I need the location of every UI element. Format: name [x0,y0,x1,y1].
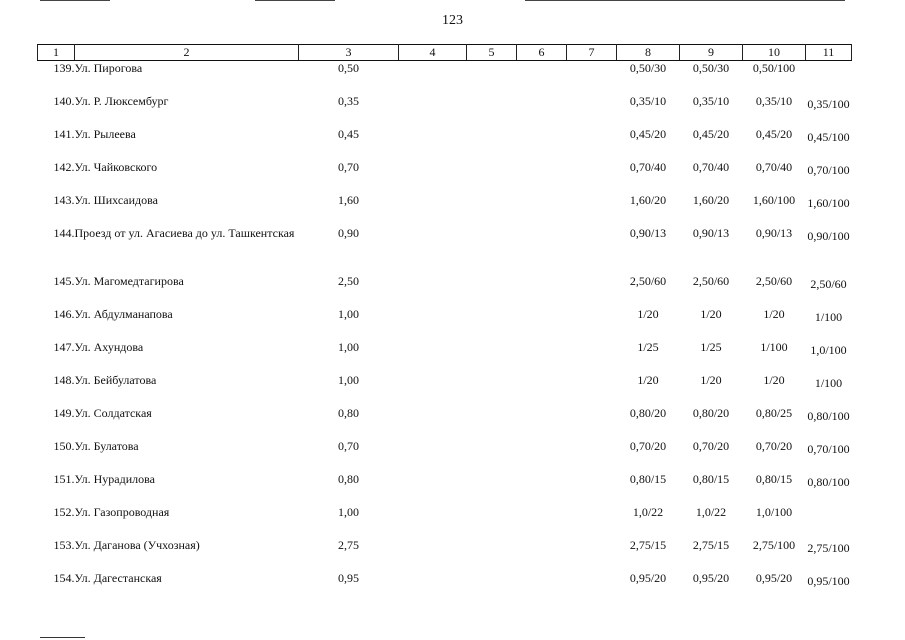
length-cell: 0,70 [338,160,359,174]
empty-cell [467,571,517,604]
empty-cell [517,538,567,571]
col-header: 10 [743,45,806,61]
street-name: Ул. Нурадилова [74,472,155,486]
empty-cell [517,439,567,472]
col9-cell: 0,80/15 [692,472,730,486]
table-header-row [38,45,852,61]
col9-cell: 1/25 [700,340,722,354]
street-name: Ул. Р. Люксембург [74,94,169,108]
col10-cell: 2,50/60 [755,274,793,288]
col10-cell: 0,80/25 [755,406,793,420]
row-number: 148. [53,373,75,387]
length-cell: 1,00 [338,307,359,321]
street-name: Ул. Даганова (Учхозная) [74,538,200,552]
col8-cell: 0,90/13 [629,226,667,240]
row-number: 154. [53,571,75,585]
col11-cell: 1/100 [814,376,843,390]
table-row [38,505,852,538]
row-number: 139. [53,61,75,75]
street-name: Ул. Булатова [74,439,139,453]
row-number: 144. [53,226,75,240]
length-cell: 1,00 [338,340,359,354]
empty-cell [467,226,517,274]
empty-cell [399,472,467,505]
table-row [38,571,852,604]
empty-cell [467,160,517,193]
col10-cell: 0,70/20 [755,439,793,453]
col11-cell: 0,90/100 [807,229,850,243]
empty-cell [517,505,567,538]
length-cell: 2,75 [338,538,359,552]
row-number: 140. [53,94,75,108]
col10-cell: 1/100 [760,340,788,354]
street-name: Проезд от ул. Агасиева до ул. Ташкентская [74,226,295,240]
col10-cell: 2,75/100 [752,538,796,552]
length-cell: 0,50 [338,61,359,75]
length-cell: 1,00 [338,373,359,387]
col9-cell: 0,70/20 [692,439,730,453]
col11-cell: 0,70/100 [807,163,850,177]
length-cell: 1,60 [338,193,359,207]
street-name: Ул. Бейбулатова [74,373,157,387]
street-name: Ул. Абдулманапова [74,307,173,321]
empty-cell [517,406,567,439]
street-name: Ул. Чайковского [74,160,158,174]
page-number: 123 [442,13,463,28]
empty-cell [467,340,517,373]
top-rule-right [525,0,845,1]
empty-cell [517,307,567,340]
row-number: 146. [53,307,75,321]
street-name: Ул. Солдатская [74,406,152,420]
row-number: 153. [53,538,75,552]
col9-cell: 0,35/10 [692,94,730,108]
empty-cell [467,274,517,307]
empty-cell [399,505,467,538]
col11-cell: 0,95/100 [807,574,850,588]
col9-cell: 2,75/15 [692,538,730,552]
col11-cell: 1/100 [814,310,843,324]
col8-cell: 1/25 [637,340,659,354]
col9-cell: 1,0/22 [695,505,727,519]
col8-cell: 1/20 [637,307,659,321]
row-number: 147. [53,340,75,354]
col11-cell: 1,60/100 [807,196,850,210]
col11-cell: 0,80/100 [807,475,850,489]
col10-cell: 0,80/15 [755,472,793,486]
empty-cell [467,94,517,127]
col8-cell: 1/20 [637,373,659,387]
empty-cell [467,505,517,538]
table-row [38,160,852,193]
street-name: Ул. Ахундова [74,340,144,354]
table-row [38,226,852,274]
row-number: 141. [53,127,75,141]
col9-cell: 1/20 [700,307,722,321]
col10-cell: 1/20 [763,307,785,321]
col11-cell: 1,0/100 [810,343,847,357]
col9-cell: 0,95/20 [692,571,730,585]
col9-cell: 1,60/20 [692,193,730,207]
empty-cell [399,406,467,439]
bottom-rule [40,637,85,638]
table-body [38,61,852,605]
empty-cell [567,340,617,373]
empty-cell [399,61,467,95]
street-name: Ул. Шихсаидова [74,193,158,207]
empty-cell [517,127,567,160]
empty-cell [567,127,617,160]
empty-cell [517,226,567,274]
table-row [38,94,852,127]
col10-cell: 1/20 [763,373,785,387]
col10-cell: 0,95/20 [755,571,793,585]
street-name: Ул. Магомедтагирова [74,274,184,288]
table-row [38,373,852,406]
empty-cell [467,406,517,439]
col11-cell: 2,75/100 [807,541,850,555]
empty-cell [567,94,617,127]
top-rule-mid [255,0,335,1]
empty-cell [467,472,517,505]
empty-cell [467,373,517,406]
empty-cell [567,505,617,538]
col8-cell: 0,95/20 [629,571,667,585]
col8-cell: 0,80/15 [629,472,667,486]
empty-cell [567,571,617,604]
table-row [38,307,852,340]
col9-cell: 0,70/40 [692,160,730,174]
col8-cell: 0,80/20 [629,406,667,420]
row-number: 142. [53,160,75,174]
col11-cell: 0,70/100 [807,442,850,456]
col8-cell: 0,70/40 [629,160,667,174]
empty-cell [467,193,517,226]
col8-cell: 0,35/10 [629,94,667,108]
table-row [38,406,852,439]
table-row [38,472,852,505]
col-header: 5 [467,45,517,61]
row-number: 152. [53,505,75,519]
empty-cell [517,94,567,127]
col8-cell: 0,70/20 [629,439,667,453]
empty-cell [399,226,467,274]
col8-cell: 1,60/20 [629,193,667,207]
empty-cell [399,94,467,127]
empty-cell [467,307,517,340]
empty-cell [567,373,617,406]
street-name: Ул. Дагестанская [74,571,162,585]
empty-cell [567,472,617,505]
col11-cell [806,505,852,538]
col11-cell: 0,35/100 [807,97,850,111]
length-cell: 1,00 [338,505,359,519]
empty-cell [399,538,467,571]
street-name: Ул. Газопроводная [74,505,170,519]
col9-cell: 0,45/20 [692,127,730,141]
empty-cell [517,340,567,373]
col9-cell: 0,50/30 [692,61,730,75]
col10-cell: 0,70/40 [755,160,793,174]
length-cell: 0,90 [338,226,359,240]
empty-cell [467,127,517,160]
empty-cell [517,160,567,193]
empty-cell [567,226,617,274]
col10-cell: 0,45/20 [755,127,793,141]
col-header: 7 [567,45,617,61]
row-number: 145. [53,274,75,288]
empty-cell [467,439,517,472]
street-name: Ул. Пирогова [74,61,143,75]
empty-cell [567,538,617,571]
length-cell: 0,35 [338,94,359,108]
empty-cell [467,538,517,571]
col-header: 2 [75,45,299,61]
empty-cell [567,193,617,226]
length-cell: 0,45 [338,127,359,141]
col8-cell: 2,75/15 [629,538,667,552]
empty-cell [567,406,617,439]
length-cell: 0,70 [338,439,359,453]
empty-cell [399,160,467,193]
col10-cell: 0,90/13 [755,226,793,240]
row-number: 143. [53,193,75,207]
col9-cell: 0,80/20 [692,406,730,420]
table-row [38,340,852,373]
length-cell: 0,95 [338,571,359,585]
col8-cell: 2,50/60 [629,274,667,288]
col10-cell: 1,0/100 [755,505,793,519]
col-header: 8 [617,45,680,61]
table-row [38,274,852,307]
empty-cell [399,307,467,340]
col8-cell: 0,50/30 [629,61,667,75]
empty-cell [567,61,617,95]
empty-cell [567,160,617,193]
col-header: 6 [517,45,567,61]
empty-cell [567,274,617,307]
empty-cell [567,307,617,340]
col-header: 3 [299,45,399,61]
table-row [38,439,852,472]
empty-cell [517,274,567,307]
col-header: 9 [680,45,743,61]
row-number: 151. [53,472,75,486]
empty-cell [399,439,467,472]
col-header: 11 [806,45,852,61]
col11-cell: 0,45/100 [807,130,850,144]
col10-cell: 0,35/10 [755,94,793,108]
empty-cell [567,439,617,472]
col-header: 1 [38,45,75,61]
col11-cell: 0,80/100 [807,409,850,423]
empty-cell [399,274,467,307]
street-name: Ул. Рылеева [74,127,136,141]
empty-cell [399,571,467,604]
table-row [38,61,852,95]
col8-cell: 1,0/22 [632,505,664,519]
table-row [38,538,852,571]
empty-cell [517,571,567,604]
empty-cell [399,340,467,373]
table-row [38,127,852,160]
empty-cell [517,373,567,406]
empty-cell [517,61,567,95]
length-cell: 2,50 [338,274,359,288]
empty-cell [399,193,467,226]
col11-cell [806,61,852,95]
col8-cell: 0,45/20 [629,127,667,141]
col11-cell: 2,50/60 [810,277,847,291]
length-cell: 0,80 [338,472,359,486]
empty-cell [517,193,567,226]
row-number: 150. [53,439,75,453]
top-rule-left [40,0,110,1]
col-header: 4 [399,45,467,61]
roads-table [37,44,852,604]
col9-cell: 0,90/13 [692,226,730,240]
empty-cell [399,373,467,406]
row-number: 149. [53,406,75,420]
col9-cell: 2,50/60 [692,274,730,288]
length-cell: 0,80 [338,406,359,420]
col9-cell: 1/20 [700,373,722,387]
empty-cell [517,472,567,505]
table-row [38,193,852,226]
empty-cell [467,61,517,95]
empty-cell [399,127,467,160]
col10-cell: 0,50/100 [752,61,796,75]
col10-cell: 1,60/100 [752,193,796,207]
